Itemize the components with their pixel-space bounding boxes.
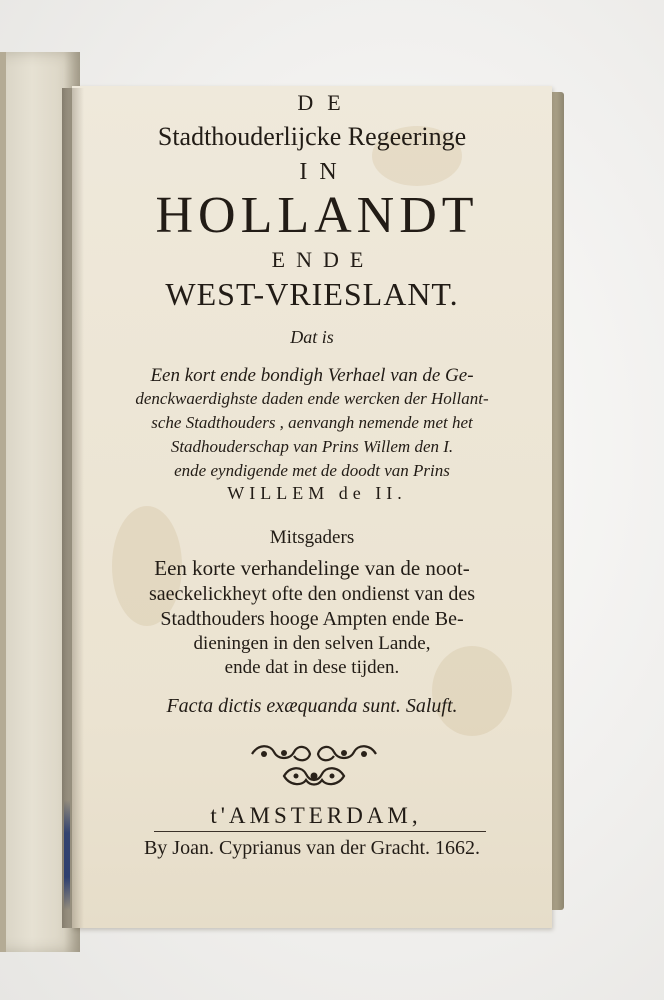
description-line: sche Stadthouders , aenvangh nemende met het	[151, 413, 473, 432]
title-in: IN	[299, 159, 349, 185]
title-subject: Stadthouderlijcke Regeeringe	[157, 122, 467, 151]
left-page-edge	[0, 52, 6, 952]
treatise-line: ende dat in dese tijden.	[224, 657, 400, 678]
title-de: DE	[297, 90, 355, 115]
title-ende: ENDE	[271, 247, 375, 272]
treatise-line: saeckelickheyt ofte den ondienst van des	[149, 583, 475, 605]
title-hollandt: HOLLANDT	[155, 187, 479, 244]
description-line: Een kort ende bondigh Verhael van de Ge-	[150, 365, 474, 386]
motto: Facta dictis exæquanda sunt. Saluft.	[166, 695, 458, 717]
treatise-line: Een korte verhandelinge van de noot-	[154, 556, 470, 580]
title-page	[72, 86, 552, 928]
imprint-place: t'AMSTERDAM,	[210, 803, 422, 828]
mitsgaders-heading: Mitsgaders	[269, 527, 355, 548]
description-line: Stadhouderschap van Prins Willem den I.	[170, 437, 454, 456]
description-line: ende eyndigende met de doodt van Prins	[174, 461, 450, 480]
printers-flower-ornament-icon	[244, 740, 384, 790]
imprint-rule	[154, 831, 486, 832]
description-line: denckwaerdighste daden ende wercken der Hollant-	[135, 389, 489, 408]
treatise-line: Stadthouders hooge Ampten ende Be-	[160, 608, 464, 630]
description-intro: Dat is	[290, 327, 334, 347]
description-line: WILLEM de II.	[227, 483, 407, 503]
gutter-blue-stain	[64, 800, 70, 910]
treatise-line: dieningen in den selven Lande,	[193, 633, 431, 654]
imprint-printer: By Joan. Cyprianus van der Gracht. 1662.	[143, 837, 481, 859]
title-west-vrieslant: WEST-VRIESLANT.	[165, 276, 459, 312]
